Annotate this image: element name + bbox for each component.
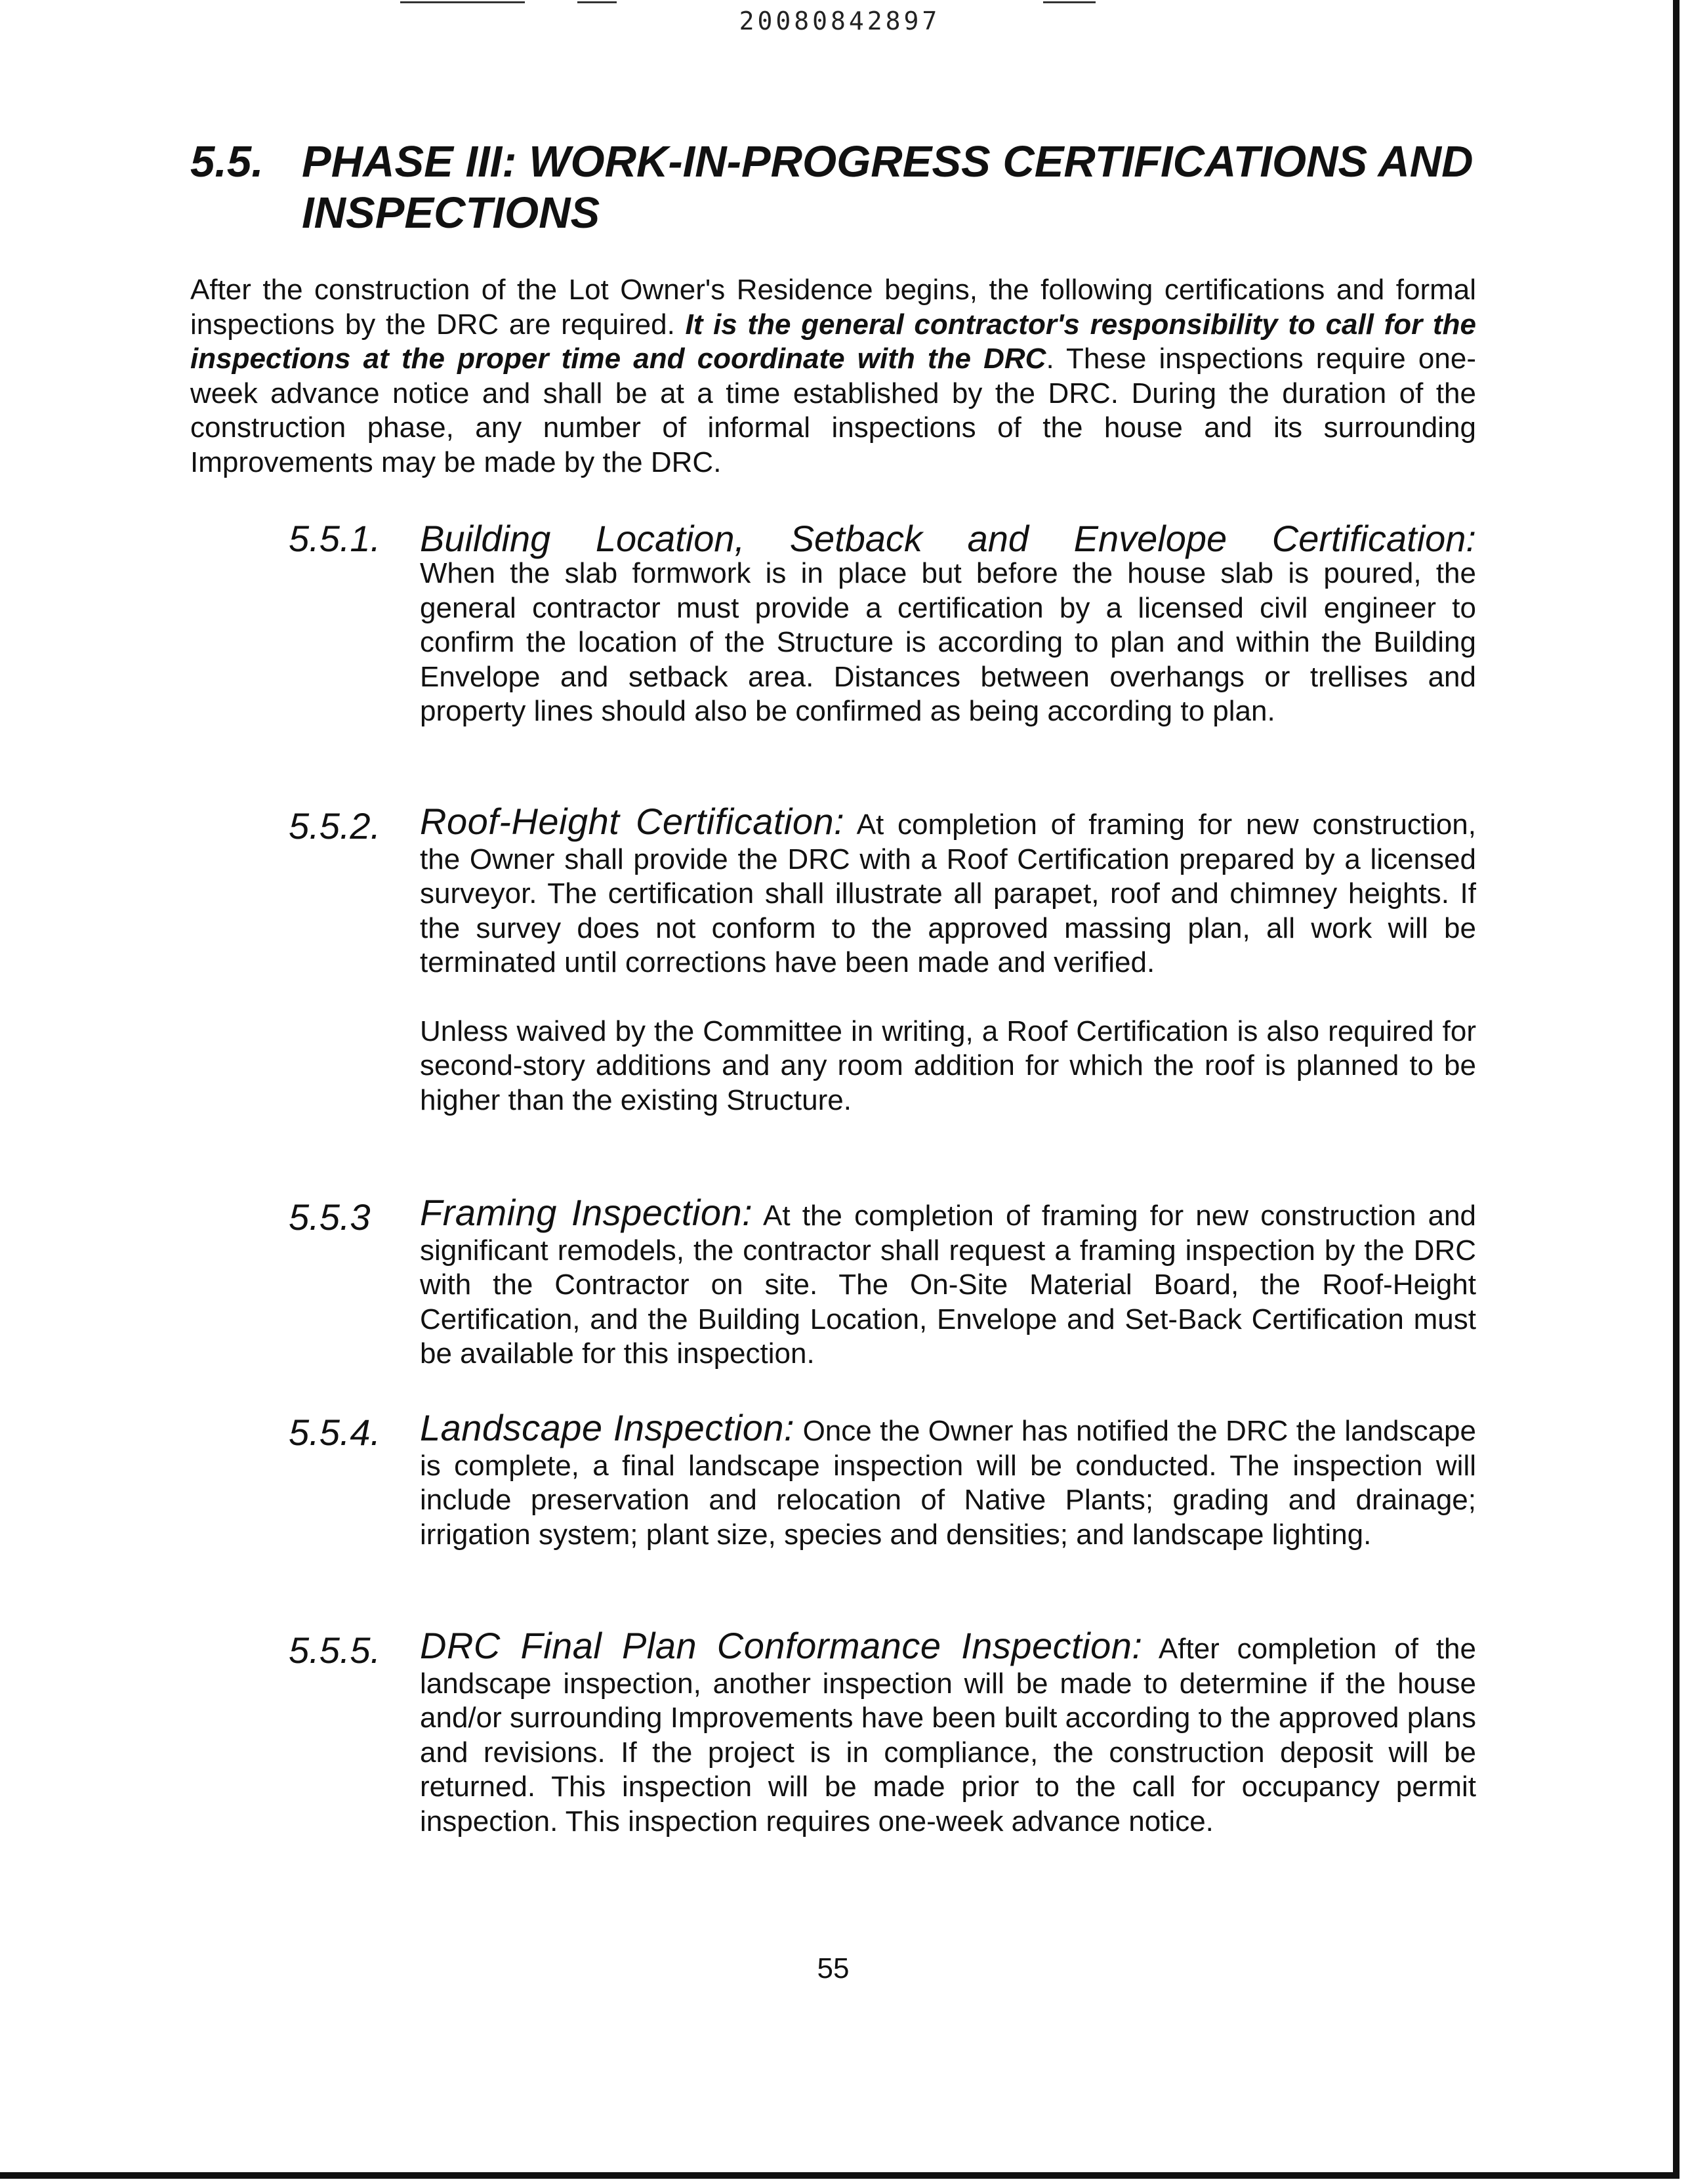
subsection-body: Once the Owner has notified the DRC the landscape is complete, a final landscape inspection will be conducted. The inspection will include preservation and relocation of Native Plants; grading and drainage; irrigation system; plant size, species and densities; and landscape lighting. bbox=[420, 1415, 1476, 1551]
subsection-content bbox=[420, 801, 1476, 980]
subsection-title: Framing Inspection: bbox=[420, 1192, 753, 1233]
section-title-line2: INSPECTIONS bbox=[302, 188, 600, 238]
section-number: 5.5. bbox=[190, 137, 264, 186]
subsection-content bbox=[420, 1192, 1477, 1372]
subsection-number: 5.5.5. bbox=[289, 1629, 381, 1671]
section-intro bbox=[190, 273, 1476, 480]
subsection-5-5-1 bbox=[289, 517, 1476, 729]
subsection-number: 5.5.3 bbox=[289, 1196, 371, 1238]
scan-artifact-line bbox=[1043, 1, 1096, 3]
section-heading bbox=[190, 136, 1502, 239]
section-title-line1: PHASE III: WORK-IN-PROGRESS CERTIFICATIONS AND bbox=[302, 137, 1474, 186]
subsection-body: After completion of the landscape inspection, another inspection will be made to determine if the house and/or surrounding Improvements have been built according to the approved plans and revisions. If the project is in compliance, the construction deposit will be returned. This inspection will be made prior to the call for occupancy permit inspection. This inspection requires one-week advance notice. bbox=[420, 1633, 1476, 1838]
document-id: 20080842897 bbox=[739, 7, 941, 35]
subsection-content bbox=[420, 517, 1476, 729]
page-border-bottom bbox=[0, 2172, 1680, 2179]
intro-text-1: After the construction of the Lot Owner's Residence begins, the following certifications and formal inspections by the DRC are required. bbox=[190, 274, 1476, 341]
subsection-content bbox=[420, 1625, 1476, 1839]
scan-artifact-line bbox=[400, 1, 525, 3]
subsection-5-5-2 bbox=[289, 801, 1476, 1118]
subsection-title: Roof-Height Certification: bbox=[420, 801, 845, 842]
subsection-title: Building Location, Setback and Envelope Certification: bbox=[420, 518, 1476, 559]
subsection-content bbox=[420, 1407, 1476, 1552]
page-number: 55 bbox=[817, 1952, 850, 1984]
subsection-number: 5.5.1. bbox=[289, 518, 381, 559]
subsection-body: At completion of framing for new construction, the Owner shall provide the DRC with a Roof Certification prepared by a licensed surveyor. The certification shall illustrate all parapet, roof and chimney heights. If the survey does not conform to the approved massing plan, all work will be terminated until corrections have been made and verified. bbox=[420, 808, 1476, 978]
subsection-body-2: Unless waived by the Committee in writing, a Roof Certification is also required for second-story additions and any room addition for which the roof is planned to be higher than the existing Structure. bbox=[420, 1015, 1476, 1116]
subsection-5-5-4 bbox=[289, 1407, 1476, 1552]
scan-artifact-line bbox=[577, 1, 617, 3]
subsection-body: At the completion of framing for new construction and significant remodels, the contractor shall request a framing inspection by the DRC with the Contractor on site. The On-Site Material Board, the Roof-Height Certification, and the Building Location, Envelope and Set-Back Certification must be available for this inspection. bbox=[420, 1200, 1477, 1370]
subsection-title: Landscape Inspection: bbox=[420, 1407, 795, 1448]
subsection-number: 5.5.2. bbox=[289, 805, 381, 847]
subsection-body: When the slab formwork is in place but before the house slab is poured, the general contractor must provide a certification by a licensed civil engineer to confirm the location of the Structure is according to plan and within the Building Envelope and setback area. Distances between overhangs or trellises and property lines should also be confirmed as being according to plan. bbox=[420, 557, 1476, 727]
subsection-title: DRC Final Plan Conformance Inspection: bbox=[420, 1625, 1143, 1666]
page-border-right bbox=[1673, 0, 1680, 2177]
subsection-5-5-3 bbox=[289, 1192, 1477, 1372]
subsection-number: 5.5.4. bbox=[289, 1412, 381, 1453]
subsection-5-5-5 bbox=[289, 1625, 1476, 1839]
intro-text-2: . These inspections require one-week advance notice and shall be at a time established by the DRC. During the duration of the construction phase, any number of informal inspections of the house and its surrounding Improvements may be made by the DRC. bbox=[190, 343, 1476, 478]
intro-bold-text: It is the general contractor's responsibility to call for the inspections at the proper time and coordinate with the DRC bbox=[190, 308, 1476, 375]
